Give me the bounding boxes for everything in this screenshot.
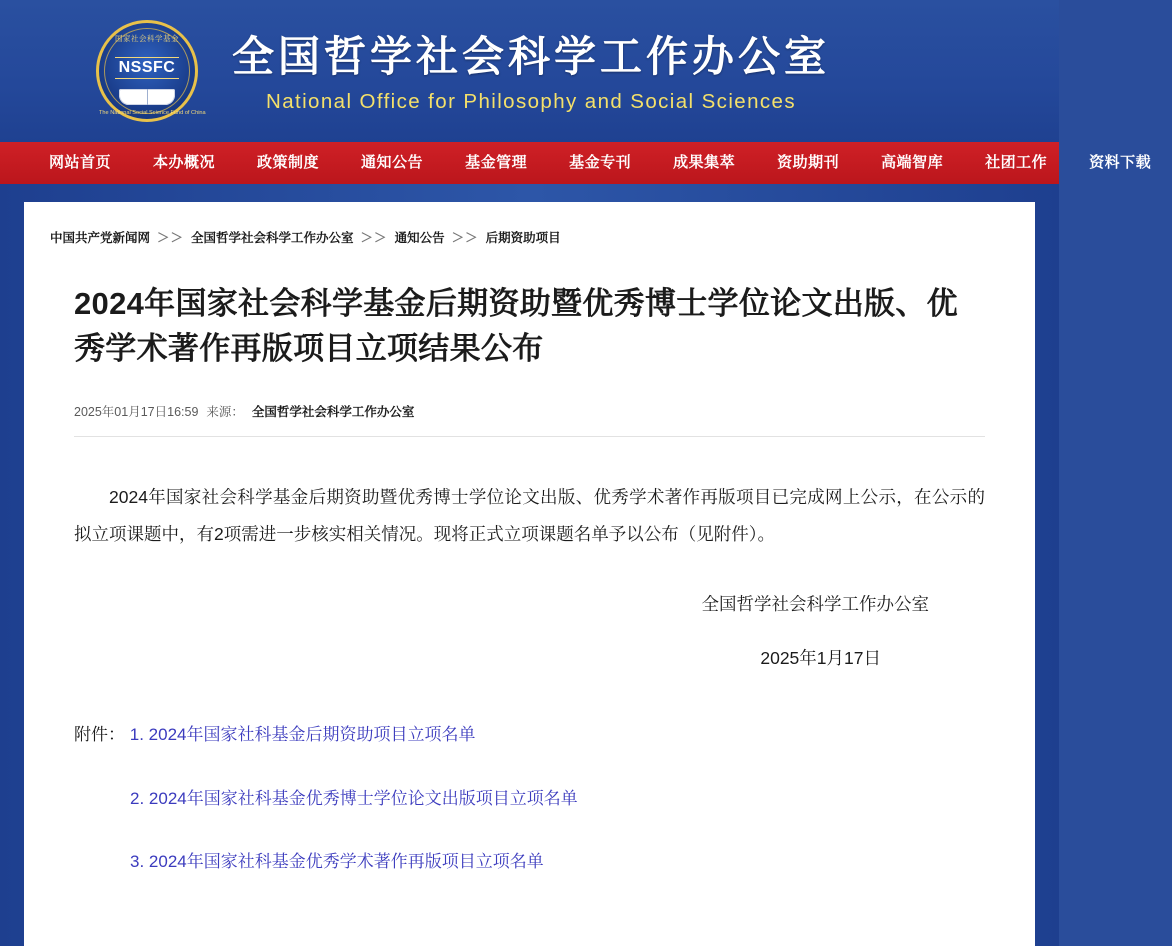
attachment-link-1[interactable]: 2024年国家社科基金后期资助项目立项名单 xyxy=(148,725,476,745)
attachment-number: 2. xyxy=(130,788,145,808)
article-meta xyxy=(74,402,985,420)
nav-item-think-tank[interactable]: 高端智库 xyxy=(881,154,944,171)
breadcrumb-item-4[interactable]: 后期资助项目 xyxy=(485,231,561,245)
nav-item-downloads[interactable]: 资料下载 xyxy=(1089,154,1152,171)
article-signature: 全国哲学社会科学工作办公室 xyxy=(701,594,929,615)
attachment-row xyxy=(74,780,985,817)
attachment-number: 3. xyxy=(130,851,145,871)
attachment-row xyxy=(74,716,985,753)
nav-item-about[interactable]: 本办概况 xyxy=(153,154,216,171)
logo-bottom-arc-text: The National Social Science Fund of China xyxy=(99,110,206,116)
attachment-row xyxy=(74,843,985,880)
page-title: 2024年国家社会科学基金后期资助暨优秀博士学位论文出版、优秀学术著作再版项目立项结果公布 xyxy=(74,286,958,366)
source-name: 全国哲学社会科学工作办公室 xyxy=(251,404,415,419)
breadcrumb-item-1[interactable]: 中国共产党新闻网 xyxy=(50,231,151,245)
attachment-number: 1. xyxy=(129,725,144,745)
article-sign-date: 2025年1月17日 xyxy=(760,648,881,669)
source-label: 来源： xyxy=(206,404,244,419)
nav-item-fund-management[interactable]: 基金管理 xyxy=(465,154,528,171)
article-datetime: 2025年01月17日16:59 xyxy=(74,404,199,419)
logo-top-arc-text: 国家社会科学基金 xyxy=(115,34,179,43)
nav-item-achievements[interactable]: 成果集萃 xyxy=(673,154,736,171)
site-titles xyxy=(232,28,830,114)
attachments-list xyxy=(74,716,985,880)
site-title-en: National Office for Philosophy and Social Sciences xyxy=(266,90,796,114)
divider xyxy=(74,436,985,437)
logo-acronym: NSSFC xyxy=(115,57,180,79)
nav-item-funded-journals[interactable]: 资助期刊 xyxy=(777,154,840,171)
nav-item-home[interactable]: 网站首页 xyxy=(49,154,112,171)
nav-item-notices[interactable]: 通知公告 xyxy=(361,154,424,171)
attachments-label: 附件： xyxy=(74,725,125,745)
content-wrapper xyxy=(0,184,1059,946)
article-card xyxy=(24,202,1035,946)
nav-item-associations[interactable]: 社团工作 xyxy=(985,154,1048,171)
nssfc-logo xyxy=(96,20,206,122)
breadcrumb-separator: ＞＞ xyxy=(157,231,185,245)
nav-item-fund-journal[interactable]: 基金专刊 xyxy=(569,154,632,171)
breadcrumb-separator: ＞＞ xyxy=(360,231,388,245)
nav-item-policy[interactable]: 政策制度 xyxy=(257,154,320,171)
breadcrumb xyxy=(24,202,1035,246)
breadcrumb-item-3[interactable]: 通知公告 xyxy=(394,231,445,245)
main-navigation xyxy=(0,142,1152,184)
breadcrumb-item-2[interactable]: 全国哲学社会科学工作办公室 xyxy=(191,231,354,245)
attachment-link-2[interactable]: 2024年国家社科基金优秀博士学位论文出版项目立项名单 xyxy=(148,788,578,808)
site-header xyxy=(0,0,1059,142)
attachment-link-3[interactable]: 2024年国家社科基金优秀学术著作再版项目立项名单 xyxy=(148,851,544,871)
article-body xyxy=(24,282,1035,880)
site-title-cn: 全国哲学社会科学工作办公室 xyxy=(232,32,831,80)
open-book-icon xyxy=(119,89,175,105)
breadcrumb-separator: ＞＞ xyxy=(451,231,479,245)
article-paragraph: 2024年国家社会科学基金后期资助暨优秀博士学位论文出版、优秀学术著作再版项目已完成网上公示，在公示的拟立项课题中，有2项需进一步核实相关情况。现将正式立项课题名单予以公布（见附件）。 xyxy=(74,486,985,544)
